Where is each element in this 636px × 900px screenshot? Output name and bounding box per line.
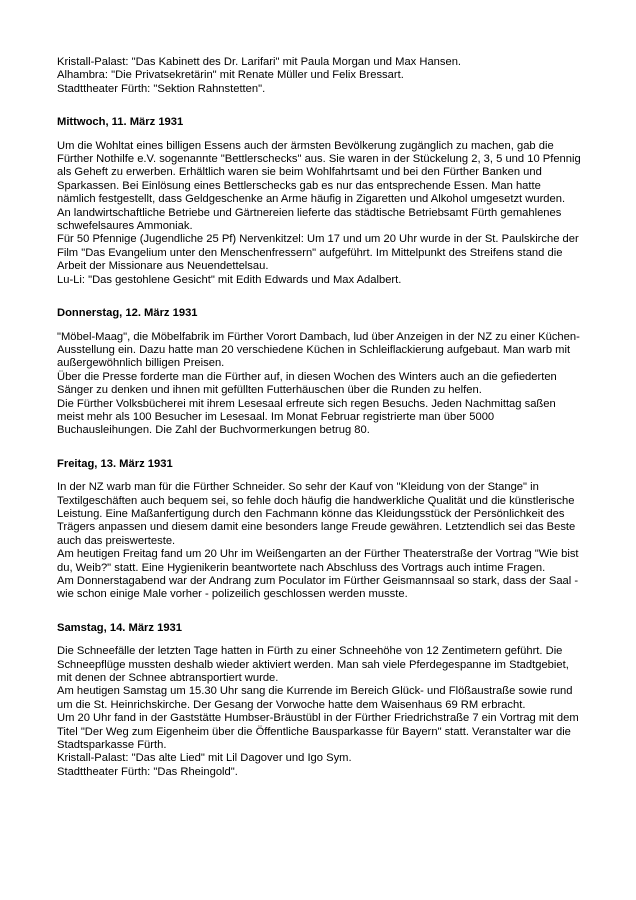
paragraph: Für 50 Pfennige (Jugendliche 25 Pf) Nervenkitzel: Um 17 und um 20 Uhr wurde in der St. Paulskirche der Film "Das Evangelium unter den Menschenfressern" aufgeführt. Im Mittelpunkt des Streifens stand die Arbeit der Missionare aus Neuendettelsau. — [57, 233, 579, 273]
paragraph: Lu-Li: "Das gestohlene Gesicht" mit Edith Edwards und Max Adalbert. — [57, 273, 402, 286]
paragraph: Um die Wohltat eines billigen Essens auch der ärmsten Bevölkerung zugänglich zu machen, gab die Fürther Nothilfe e.V. sogenannte "Bettlerschecks" aus. Sie waren in der Stückelung 2, 3, 5 und 10 Pfennig als Geheft zu erwerben. Erhältlich waren sie beim Wohlfahrtsamt und bei den Fürther Banken und Sparkassen. Bei Einlösung eines Bettlerschecks gab es nur das entsprechende Essen. Man hatte nämlich festgestellt, dass Geldgeschenke an Arme häufig in Zigaretten und Alkohol umgesetzt wurden. — [57, 139, 581, 206]
paragraph: "Möbel-Maag", die Möbelfabrik im Fürther Vorort Dambach, lud über Anzeigen in der NZ zu einer Küchen-Ausstellung ein. Dazu hatte man 20 verschiedene Küchen in Schleiflackierung aufgebaut. Man warb mit außergewöhnlich billigen Preisen. — [57, 330, 580, 370]
day-heading-donnerstag: Donnerstag, 12. März 1931 — [57, 307, 198, 320]
document-page — [57, 56, 581, 779]
day-heading-freitag: Freitag, 13. März 1931 — [57, 457, 173, 470]
day-heading-samstag: Samstag, 14. März 1931 — [57, 621, 182, 634]
paragraph: Am Donnerstagabend war der Andrang zum Poculator im Fürther Geismannsaal so stark, dass der Saal - wie schon einige Male vorher - polizeilich geschlossen werden musste. — [57, 575, 579, 601]
paragraph: Die Schneefälle der letzten Tage hatten in Fürth zu einer Schneehöhe von 12 Zentimetern geführt. Die Schneepflüge mussten deshalb wieder aktiviert werden. Man sah viele Pferdegespanne im Stadtgebiet, mit denen der Schnee abtransportiert wurde. — [57, 645, 569, 685]
intro-line-stadttheater: Stadttheater Fürth: "Sektion Rahnstetten". — [57, 82, 266, 95]
paragraph: Um 20 Uhr fand in der Gaststätte Humbser-Bräustübl in der Fürther Friedrichstraße 7 ein Vortrag mit dem Titel "Der Weg zum Eigenheim über die Öffentliche Bausparkasse für Bayern" statt. Veranstalter war die Stadtsparkasse Fürth. — [57, 712, 579, 752]
paragraph: Die Fürther Volksbücherei mit ihrem Lesesaal erfreute sich regen Besuchs. Jeden Nachmittag saßen meist mehr als 100 Besucher im Lesesaal. Im Monat Februar registrierte man über 5000 Buchausleihungen. Die Zahl der Buchvormerkungen betrug 80. — [57, 397, 556, 437]
section-freitag — [57, 458, 581, 602]
paragraph: In der NZ warb man für die Fürther Schneider. So sehr der Kauf von "Kleidung von der Stange" in Textilgeschäften auch bequem sei, so fehle doch häufig die handwerkliche Qualität und die künstlerische Leistung. Eine Maßanfertigung durch den Fachmann könne das Kleidungsstück der Persönlichkeit des Trägers anpassen und diesem damit eine besonders lange Freude gewähren. Letztendlich sei das Beste auch das preiswerteste. — [57, 481, 576, 547]
intro-listing-block — [57, 56, 581, 96]
section-mittwoch — [57, 116, 581, 287]
paragraph: An landwirtschaftliche Betriebe und Gärtnereien lieferte das städtische Betriebsamt Fürth gemahlenes schwefelsaures Ammoniak. — [57, 206, 562, 233]
paragraph: Am heutigen Samstag um 15.30 Uhr sang die Kurrende im Bereich Glück- und Flößaustraße sowie rund um die St. Heinrichskirche. Der Gesang der Vorwoche hatte dem Waisenhaus 69 RM erbracht. — [57, 685, 573, 711]
section-donnerstag — [57, 307, 581, 438]
paragraph: Kristall-Palast: "Das alte Lied" mit Lil Dagover und Igo Sym. — [57, 752, 352, 765]
section-samstag — [57, 622, 581, 779]
day-heading-mittwoch: Mittwoch, 11. März 1931 — [57, 116, 184, 129]
paragraph: Stadttheater Fürth: "Das Rheingold". — [57, 765, 238, 778]
paragraph: Über die Presse forderte man die Fürther auf, in diesen Wochen des Winters auch an die gefiederten Sänger zu denken und ihnen mit gefüllten Futterhäuschen über die Runden zu helfen. — [57, 370, 557, 397]
intro-line-alhambra: Alhambra: "Die Privatsekretärin" mit Renate Müller und Felix Bressart. — [57, 69, 404, 82]
intro-line-kristall-palast: Kristall-Palast: "Das Kabinett des Dr. Larifari" mit Paula Morgan und Max Hansen. — [57, 56, 462, 68]
paragraph: Am heutigen Freitag fand um 20 Uhr im Weißengarten an der Fürther Theaterstraße der Vortrag "Wie bist du, Weib?" statt. Eine Hygienikerin beantwortete nach Abschluss des Vortrags auch intime Fragen. — [57, 548, 579, 574]
